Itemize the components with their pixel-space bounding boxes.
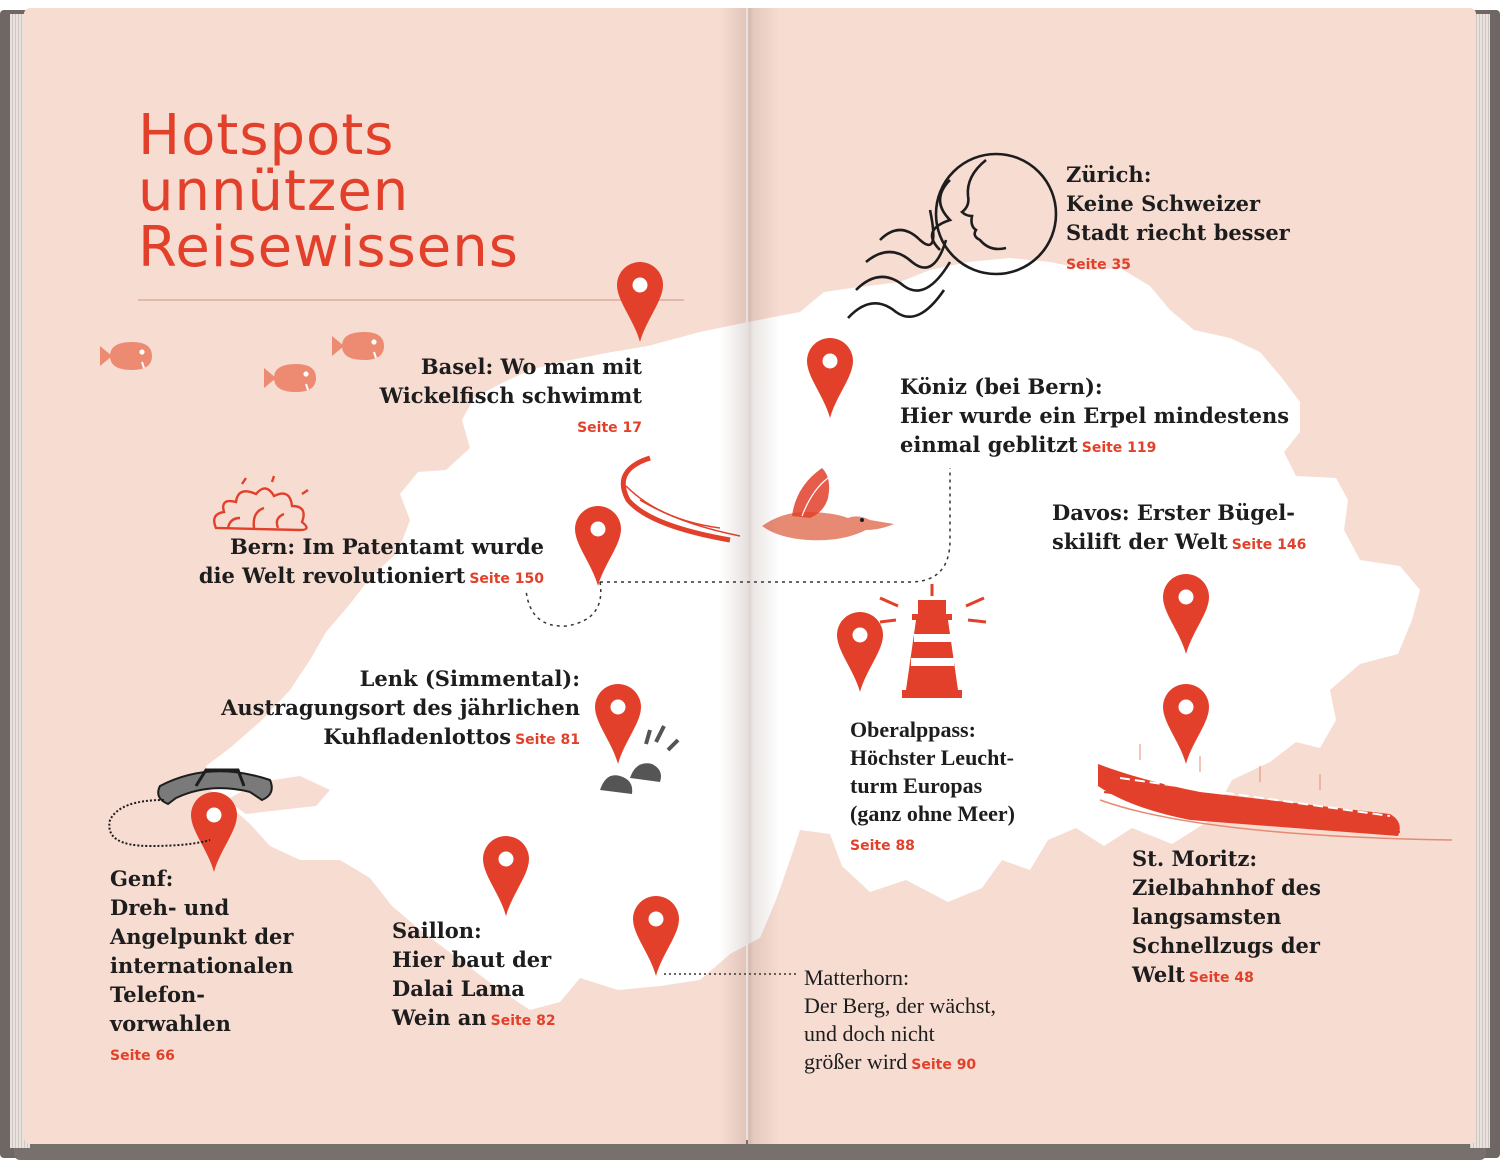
hotspot-text: und doch nicht bbox=[804, 1021, 935, 1046]
page-reference: Seite 82 bbox=[490, 1013, 556, 1029]
hotspot-text: Lenk (Simmental): bbox=[359, 666, 580, 691]
hotspot-text: Oberalppass: bbox=[850, 717, 976, 742]
map-pin-hole bbox=[853, 628, 868, 643]
map-pin-hole bbox=[1179, 590, 1194, 605]
hotspot-text: Schnellzugs der bbox=[1132, 933, 1320, 958]
hotspot-text: Höchster Leucht- bbox=[850, 745, 1014, 770]
hotspot-text: Hier wurde ein Erpel mindestens bbox=[900, 403, 1290, 428]
title-line: Reisewissens bbox=[138, 215, 519, 280]
hotspot-text: Telefon- bbox=[110, 982, 205, 1007]
map-pin-hole bbox=[649, 912, 664, 927]
page-reference: Seite 146 bbox=[1231, 537, 1307, 553]
hotspot-text: Genf: bbox=[110, 866, 174, 891]
map-pin-hole bbox=[611, 700, 626, 715]
hotspot-text: St. Moritz: bbox=[1132, 846, 1258, 871]
hotspot-text: Der Berg, der wächst, bbox=[804, 993, 997, 1018]
hotspot-text: Austragungsort des jährlichen bbox=[221, 695, 580, 720]
page-title bbox=[138, 103, 519, 280]
map-pin-hole bbox=[591, 522, 606, 537]
hotspot-text: die Welt revolutioniert bbox=[198, 563, 466, 588]
hotspot-oberalppass bbox=[850, 716, 1015, 860]
map-pin-icon bbox=[617, 262, 663, 342]
hotspot-text: Wickelfisch schwimmt bbox=[379, 383, 642, 408]
explosion-icon bbox=[214, 476, 308, 530]
hotspot-text: Wein an bbox=[392, 1005, 487, 1030]
hotspot-stmoritz bbox=[1132, 844, 1321, 993]
hotspot-text: Dreh- und bbox=[110, 895, 230, 920]
hotspot-lenk bbox=[221, 664, 580, 755]
page-reference: Seite 17 bbox=[577, 420, 642, 436]
page-reference: Seite 35 bbox=[1066, 257, 1131, 273]
hotspot-text: Köniz (bei Bern): bbox=[900, 374, 1103, 399]
hotspot-text: internationalen bbox=[110, 953, 294, 978]
hotspot-text: Dalai Lama bbox=[392, 976, 525, 1001]
fish-icon bbox=[264, 364, 316, 392]
hotspot-text: Basel: Wo man mit bbox=[420, 354, 642, 379]
hotspot-zuerich bbox=[1066, 160, 1290, 280]
hotspot-text: vorwahlen bbox=[110, 1011, 231, 1036]
hotspot-saillon bbox=[392, 916, 556, 1036]
hotspot-text: Davos: Erster Bügel- bbox=[1052, 500, 1295, 525]
hotspot-bern bbox=[199, 532, 544, 594]
hotspot-koeniz bbox=[900, 372, 1289, 463]
hotspot-text: Bern: Im Patentamt wurde bbox=[229, 534, 544, 559]
hotspot-text: langsamsten bbox=[1132, 904, 1282, 929]
hotspot-text: Keine Schweizer bbox=[1066, 191, 1261, 216]
map-pin-hole bbox=[823, 354, 838, 369]
map-pin-hole bbox=[1179, 700, 1194, 715]
hotspot-matterhorn bbox=[804, 964, 996, 1079]
hotspot-text: (ganz ohne Meer) bbox=[850, 801, 1015, 826]
hotspot-text: skilift der Welt bbox=[1052, 529, 1228, 554]
hotspot-text: Angelpunkt der bbox=[110, 924, 294, 949]
hotspot-text: Zielbahnhof des bbox=[1132, 875, 1321, 900]
hotspot-text: turm Europas bbox=[850, 773, 983, 798]
hotspot-basel bbox=[380, 352, 642, 443]
page-reference: Seite 48 bbox=[1188, 970, 1254, 986]
map-pin-hole bbox=[499, 852, 514, 867]
page-reference: Seite 119 bbox=[1081, 440, 1157, 456]
page-reference: Seite 66 bbox=[110, 1048, 175, 1064]
hotspot-text: größer wird bbox=[804, 1049, 908, 1074]
fish-icon bbox=[332, 332, 384, 360]
hotspot-text: Matterhorn: bbox=[804, 965, 910, 990]
title-line: Hotspots bbox=[138, 103, 395, 168]
page-reference: Seite 88 bbox=[850, 838, 915, 854]
page-reference: Seite 90 bbox=[911, 1057, 977, 1073]
hotspot-genf bbox=[110, 864, 293, 1071]
map-pin-hole bbox=[207, 808, 222, 823]
hotspot-text: Stadt riecht besser bbox=[1066, 220, 1290, 245]
hotspot-davos bbox=[1052, 498, 1306, 560]
fish-icon bbox=[100, 342, 152, 370]
hotspot-text: einmal geblitzt bbox=[900, 432, 1078, 457]
hotspot-text: Hier baut der bbox=[392, 947, 552, 972]
hotspot-text: Saillon: bbox=[392, 918, 482, 943]
page-reference: Seite 150 bbox=[469, 571, 544, 587]
hotspot-text: Kuhfladenlottos bbox=[323, 724, 512, 749]
page-reference: Seite 81 bbox=[515, 732, 580, 748]
map-pin-icon bbox=[191, 792, 237, 872]
hotspot-text: Zürich: bbox=[1066, 162, 1152, 187]
title-line: unnützen bbox=[138, 159, 410, 224]
hotspot-text: Welt bbox=[1132, 962, 1185, 987]
map-pin-hole bbox=[633, 278, 648, 293]
